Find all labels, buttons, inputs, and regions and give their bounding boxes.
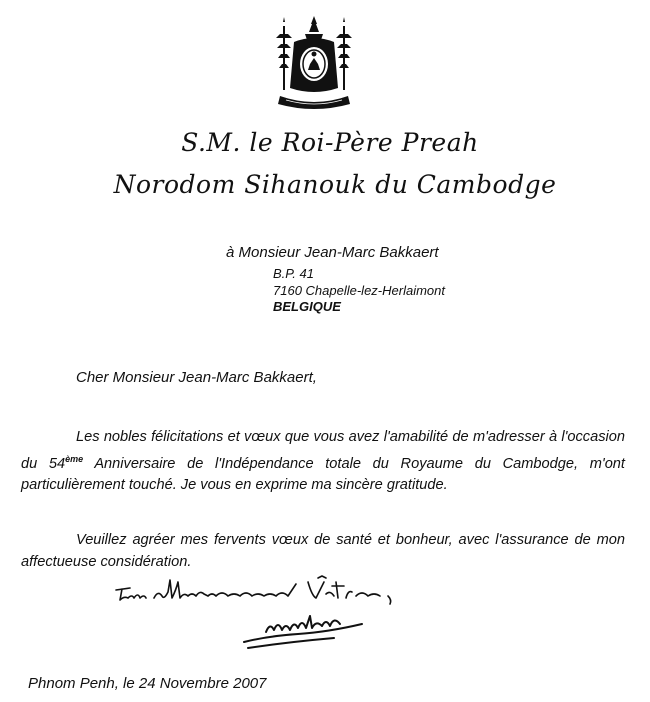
recipient-city: 7160 Chapelle-lez-Herlaimont: [273, 283, 445, 298]
ordinal-suffix: ème: [65, 453, 84, 464]
handwritten-closing: [112, 570, 412, 610]
royal-crest-icon: [272, 14, 356, 114]
recipient-country: BELGIQUE: [273, 299, 341, 314]
body-paragraph-1: [21, 427, 625, 497]
body-paragraph-1-start: Les nobles félicitations et vœux que vous avez l'amabilité de m'adresser à l'occasion du 54: [21, 429, 625, 472]
signature: [238, 608, 378, 650]
body-paragraph-1-end: Anniversaire de l'Indépendance totale du Royaume du Cambodge, m'ont particulièrement touché. Je vous en exprime ma sincère gratitude.: [21, 455, 625, 493]
title-line-2: Norodom Sihanouk du Cambodge: [113, 170, 557, 199]
recipient-name: à Monsieur Jean-Marc Bakkaert: [226, 244, 439, 261]
place-and-date: Phnom Penh, le 24 Novembre 2007: [28, 675, 267, 692]
title-line-1: S.M. le Roi-Père Preah: [181, 128, 479, 157]
recipient-po-box: B.P. 41: [273, 266, 314, 281]
salutation: Cher Monsieur Jean-Marc Bakkaert,: [76, 369, 317, 386]
body-paragraph-2: Veuillez agréer mes fervents vœux de santé et bonheur, avec l'assurance de mon affectueuse considération.: [21, 532, 625, 570]
